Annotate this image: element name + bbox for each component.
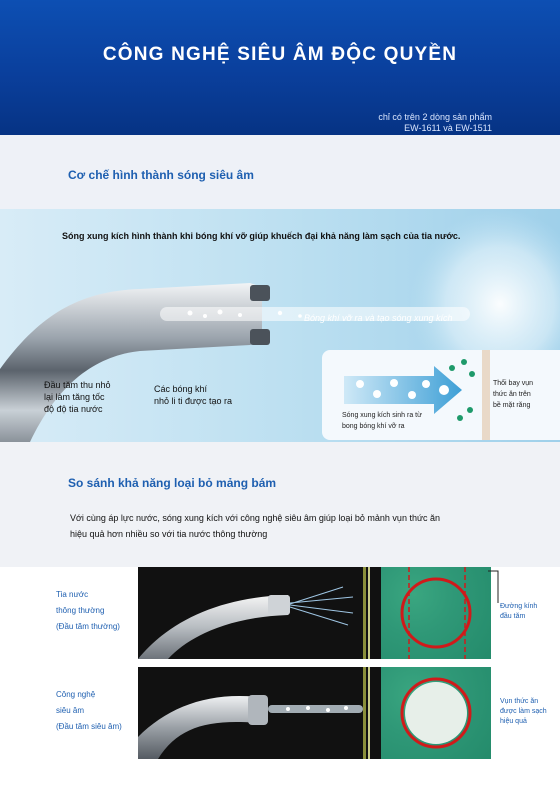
debris-cleaned-note-line: hiệu quả	[500, 718, 527, 725]
inset-debris-caption-line: bề mặt răng	[493, 402, 531, 409]
ultrasonic-plaque	[381, 667, 491, 759]
comparison-description-line: Với cùng áp lực nước, sóng xung kích với công nghệ siêu âm giúp loại bỏ mảnh vụn thức ăn	[70, 513, 440, 523]
product-note-line-2: EW-1611 và EW-1511	[404, 123, 492, 133]
header-banner	[0, 0, 560, 135]
ultrasonic-illustration	[0, 209, 560, 442]
ultrasonic-label-line: (Đầu tăm siêu âm)	[56, 722, 122, 731]
shockwave-inset	[322, 350, 560, 440]
beam-caption: Bóng khí vỡ ra và tạo sóng xung kích	[304, 313, 453, 323]
section2-band	[0, 442, 560, 567]
bubbles-caption-line: nhỏ li ti được tạo ra	[154, 396, 232, 406]
debris-cleaned-note-line: được làm sạch	[500, 708, 547, 715]
debris-cleaned-note-line: Vụn thức ăn	[500, 698, 539, 705]
normal-jet-plaque	[381, 567, 491, 659]
ultrasonic-nozzle-illustration	[138, 667, 381, 759]
normal-jet-label-line: (Đầu tăm thường)	[56, 622, 120, 631]
product-note	[378, 112, 492, 134]
ultrasonic-label-line: siêu âm	[56, 706, 85, 715]
debris-cleaned-note	[500, 697, 547, 727]
ultrasonic-plaque-target	[381, 667, 491, 759]
bubbles-caption	[154, 383, 232, 407]
section2-title: So sánh khả năng loại bỏ mảng bám	[68, 476, 277, 490]
inset-shockwave-caption	[342, 410, 422, 432]
normal-jet-label-line: Tia nước	[56, 590, 89, 599]
comparison-description	[70, 510, 510, 542]
normal-jet-photo	[138, 567, 381, 659]
section1-title-band	[0, 135, 560, 209]
bubbles-caption-line: Các bóng khí	[154, 384, 208, 394]
normal-jet-label	[56, 587, 120, 635]
nozzle-tip-caption-line: lại làm tăng tốc	[44, 392, 105, 402]
page-title: CÔNG NGHỆ SIÊU ÂM ĐỘC QUYỀN	[102, 44, 458, 65]
section1-title: Cơ chế hình thành sóng siêu âm	[68, 168, 254, 182]
inset-debris-caption	[493, 378, 533, 411]
normal-nozzle-illustration	[138, 567, 381, 659]
diameter-callout-line	[488, 567, 518, 607]
inset-debris-caption-line: thức ăn trên	[493, 391, 531, 398]
product-note-line-1: chỉ có trên 2 dòng sản phẩm	[378, 112, 492, 122]
inset-shockwave-caption-line: bong bóng khí vỡ ra	[342, 423, 405, 430]
ultrasonic-jet-photo	[138, 667, 381, 759]
mechanism-lead-text: Sóng xung kích hình thành khi bóng khí vỡ giúp khuếch đại khả năng làm sạch của tia nước.	[62, 231, 461, 241]
nozzle-tip-caption	[44, 379, 111, 415]
normal-jet-label-line: thông thường	[56, 606, 105, 615]
nozzle-diameter-note-line: Đường kính	[500, 603, 538, 610]
inset-debris-caption-line: Thổi bay vụn	[493, 380, 534, 387]
inset-shockwave-caption-line: Sóng xung kích sinh ra từ	[342, 412, 422, 419]
comparison-description-line: hiệu quả hơn nhiều so với tia nước thông thường	[70, 529, 268, 539]
nozzle-diameter-note	[500, 602, 537, 622]
ultrasonic-label	[56, 687, 122, 735]
nozzle-tip-caption-line: Đầu tăm thu nhỏ	[44, 380, 111, 390]
nozzle-diameter-note-line: đầu tăm	[500, 613, 526, 620]
nozzle-tip-caption-line: độ độ tia nước	[44, 404, 103, 414]
ultrasonic-label-line: Công nghệ	[56, 690, 96, 699]
normal-plaque-target	[381, 567, 491, 659]
